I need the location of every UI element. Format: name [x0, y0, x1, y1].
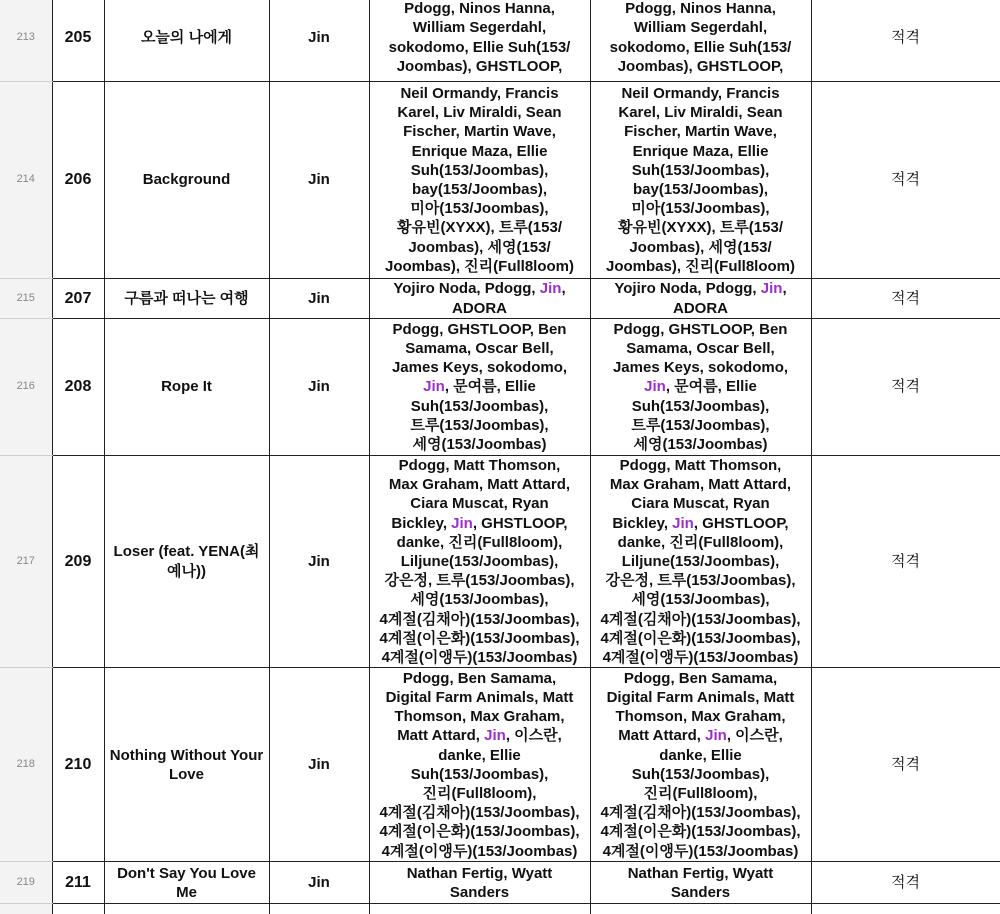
highlighted-artist-name: Jin	[760, 280, 783, 298]
composer-credits	[590, 279, 811, 319]
song-title: Nothing Without Your Love	[104, 668, 269, 862]
credit-line: Enrique Maza, Ellie	[632, 142, 769, 160]
lyricist-credits	[369, 319, 590, 456]
credit-line: 강은정, 트루(153/Joombas),	[605, 572, 796, 590]
credit-line: 세영(153/Joombas),	[631, 591, 770, 609]
credit-line: 진리(Full8loom),	[643, 784, 758, 802]
credit-line: Fischer, Martin Wave,	[403, 123, 556, 141]
row-number: 213	[0, 0, 52, 82]
highlighted-artist-name: Jin	[539, 280, 562, 298]
artist: Jin	[269, 862, 369, 904]
credit-line: Neil Ormandy, Francis	[621, 84, 780, 102]
song-title: Rope It	[104, 319, 269, 456]
credit-line: 4계절(이앵두)(153/Joombas)	[602, 842, 799, 860]
song-title: Don't Say You Love Me	[104, 862, 269, 904]
credit-line: Samama, Oscar Bell,	[626, 339, 775, 357]
song-number: 210	[52, 668, 104, 862]
credit-line: Sanders	[449, 883, 510, 901]
credit-line: Joombas), GHSTLOOP,	[617, 57, 784, 75]
song-title: Background	[104, 82, 269, 279]
credit-line: danke, 진리(Full8loom),	[617, 533, 784, 551]
credit-line: Samama, Oscar Bell,	[405, 339, 554, 357]
row-number: 217	[0, 456, 52, 668]
song-number: 209	[52, 456, 104, 668]
highlighted-artist-name: Jin	[705, 727, 727, 745]
credit-line: William Segerdahl,	[633, 19, 768, 37]
credit-line: Sanders	[670, 883, 731, 901]
credit-line: 4계절(김채아)(153/Joombas),	[600, 804, 801, 822]
credit-line: 4계절(이은화)(153/Joombas),	[379, 629, 580, 647]
table-row	[0, 0, 1000, 82]
credit-line: Pdogg, GHSTLOOP, Ben	[613, 320, 788, 338]
credit-line: Thomson, Max Graham,	[394, 708, 565, 726]
credit-line: Karel, Liv Miraldi, Sean	[618, 104, 783, 122]
credit-line: Suh(153/Joombas),	[410, 161, 549, 179]
row-number: 216	[0, 319, 52, 456]
composer-credits	[590, 319, 811, 456]
highlighted-artist-name: Jin	[484, 727, 506, 745]
eligibility-status: 적격	[811, 82, 1000, 279]
composer-credits	[590, 456, 811, 668]
artist: Jin	[269, 668, 369, 862]
row-number: 214	[0, 82, 52, 279]
credit-line: Matt Attard, Jin, 이스란,	[618, 727, 783, 745]
credit-line: 황유빈(XYXX), 트루(153/	[397, 219, 562, 237]
credit-line: 4계절(이은화)(153/Joombas),	[600, 823, 801, 841]
credit-line: Suh(153/Joombas),	[631, 397, 770, 415]
song-number: 206	[52, 82, 104, 279]
credit-line: 4계절(이앵두)(153/Joombas)	[381, 842, 578, 860]
credit-line: Max Graham, Matt Attard,	[388, 476, 571, 494]
credit-line: ADORA	[452, 299, 507, 317]
credit-line: Pdogg, Ninos Hanna,	[404, 0, 555, 18]
credit-line: Suh(153/Joombas),	[631, 161, 770, 179]
row-number: 215	[0, 279, 52, 319]
highlighted-artist-name: Jin	[644, 378, 666, 396]
credit-line: Neil Ormandy, Francis	[400, 84, 559, 102]
composer-credits	[590, 862, 811, 904]
highlighted-artist-name: Jin	[423, 378, 445, 396]
lyricist-credits	[369, 456, 590, 668]
credit-line: 4계절(김채아)(153/Joombas),	[379, 610, 580, 628]
table-row	[0, 279, 1000, 319]
credit-line: Ciara Muscat, Ryan	[631, 495, 770, 513]
song-number: 207	[52, 279, 104, 319]
artist: Jin	[269, 319, 369, 456]
credit-line: sokodomo, Ellie Suh(153/	[388, 38, 571, 56]
credit-line: 세영(153/Joombas)	[633, 436, 768, 453]
credit-line: Ciara Muscat, Ryan	[410, 495, 549, 513]
eligibility-status: 적격	[811, 0, 1000, 82]
credit-line: bay(153/Joombas),	[632, 181, 769, 198]
highlighted-artist-name: Jin	[672, 514, 694, 532]
credit-line: 4계절(김채아)(153/Joombas),	[600, 610, 801, 628]
credit-line: bay(153/Joombas),	[411, 181, 548, 198]
song-number: 208	[52, 319, 104, 456]
credit-line: Pdogg, GHSTLOOP, Ben	[392, 320, 567, 338]
eligibility-status: 적격	[811, 862, 1000, 904]
credit-line: Digital Farm Animals, Matt	[385, 688, 574, 706]
credit-line: 강은정, 트루(153/Joombas),	[384, 572, 575, 590]
lyricist-credits	[369, 0, 590, 82]
credit-line: 트루(153/Joombas),	[410, 416, 549, 434]
credit-line: Max Graham, Matt Attard,	[609, 476, 792, 494]
credit-line: Fischer, Martin Wave,	[624, 123, 777, 141]
credit-line: Joombas), 진리(Full8loom)	[385, 257, 574, 275]
composer-credits	[590, 668, 811, 862]
credit-line: Pdogg, Matt Thomson,	[398, 457, 561, 474]
credit-line: Thomson, Max Graham,	[615, 708, 786, 726]
credit-line: 4계절(이앵두)(153/Joombas)	[602, 649, 799, 667]
credit-line: Bickley, Jin, GHSTLOOP,	[391, 514, 568, 532]
credit-line: 진리(Full8loom),	[422, 784, 537, 802]
credit-line: Digital Farm Animals, Matt	[606, 688, 795, 706]
credit-line: Liljune(153/Joombas),	[621, 553, 780, 571]
credit-line: 4계절(이은화)(153/Joombas),	[600, 629, 801, 647]
credit-line: Joombas), 세영(153/	[629, 238, 772, 256]
song-number: 205	[52, 0, 104, 82]
credit-line: danke, 진리(Full8loom),	[396, 533, 563, 551]
credit-line: Jin, 문여름, Ellie	[423, 378, 536, 396]
table-row	[0, 82, 1000, 279]
credit-line: Liljune(153/Joombas),	[400, 553, 559, 571]
credit-line: 미아(153/Joombas),	[410, 200, 549, 218]
credit-line: Suh(153/Joombas),	[631, 765, 770, 783]
table-row	[0, 862, 1000, 904]
credit-line: 트루(153/Joombas),	[631, 416, 770, 434]
credit-line: Nathan Fertig, Wyatt	[406, 864, 553, 882]
eligibility-status: 적격	[811, 279, 1000, 319]
credit-line: Nathan Fertig, Wyatt	[627, 864, 774, 882]
credit-line: Joombas), 세영(153/	[408, 238, 551, 256]
credit-line: William Segerdahl,	[412, 19, 547, 37]
credit-line: Bickley, Jin, GHSTLOOP,	[612, 514, 789, 532]
composer-credits	[590, 0, 811, 82]
credit-line: 세영(153/Joombas)	[412, 436, 547, 453]
credit-line: 4계절(이앵두)(153/Joombas)	[381, 649, 578, 667]
credit-line: Pdogg, Ben Samama,	[402, 669, 557, 687]
credit-line: Yojiro Noda, Pdogg, Jin,	[614, 280, 787, 298]
credit-line: James Keys, sokodomo,	[391, 359, 568, 377]
artist: Jin	[269, 456, 369, 668]
lyricist-credits	[369, 82, 590, 279]
highlighted-artist-name: Jin	[451, 514, 473, 532]
song-title: 구름과 떠나는 여행	[104, 279, 269, 319]
credit-line: danke, Ellie	[659, 746, 742, 764]
eligibility-status: 적격	[811, 668, 1000, 862]
credit-line: sokodomo, Ellie Suh(153/	[609, 38, 792, 56]
lyricist-credits	[369, 668, 590, 862]
row-number: 218	[0, 668, 52, 862]
credit-line: Jin, 문여름, Ellie	[644, 378, 757, 396]
credit-line: James Keys, sokodomo,	[612, 359, 789, 377]
table-row	[0, 456, 1000, 668]
row-number: 219	[0, 862, 52, 904]
credit-line: 미아(153/Joombas),	[631, 200, 770, 218]
credit-line: danke, Ellie	[438, 746, 521, 764]
credit-line: Pdogg, Ninos Hanna,	[625, 0, 776, 18]
credit-line: Pdogg, Ben Samama,	[623, 669, 778, 687]
credit-line: Matt Attard, Jin, 이스란,	[397, 727, 562, 745]
credit-line: 4계절(이은화)(153/Joombas),	[379, 823, 580, 841]
credit-line: Joombas), GHSTLOOP,	[396, 57, 563, 75]
table-row	[0, 319, 1000, 456]
credit-line: Suh(153/Joombas),	[410, 397, 549, 415]
credit-line: 4계절(김채아)(153/Joombas),	[379, 804, 580, 822]
song-title: Loser (feat. YENA(최예나))	[104, 456, 269, 668]
lyricist-credits	[369, 279, 590, 319]
credit-line: Enrique Maza, Ellie	[411, 142, 548, 160]
credit-line: 황유빈(XYXX), 트루(153/	[618, 219, 783, 237]
song-title: 오늘의 나에게	[104, 0, 269, 82]
artist: Jin	[269, 279, 369, 319]
eligibility-status: 적격	[811, 319, 1000, 456]
credit-line: 세영(153/Joombas),	[410, 591, 549, 609]
lyricist-credits	[369, 862, 590, 904]
credit-line: Suh(153/Joombas),	[410, 765, 549, 783]
composer-credits	[590, 82, 811, 279]
table-row	[0, 668, 1000, 862]
eligibility-status: 적격	[811, 456, 1000, 668]
credit-line: ADORA	[673, 299, 728, 317]
credit-line: Yojiro Noda, Pdogg, Jin,	[393, 280, 566, 298]
artist: Jin	[269, 0, 369, 82]
credit-line: Karel, Liv Miraldi, Sean	[397, 104, 562, 122]
credit-line: Pdogg, Matt Thomson,	[619, 457, 782, 474]
artist: Jin	[269, 82, 369, 279]
credit-line: Joombas), 진리(Full8loom)	[606, 257, 795, 275]
song-number: 211	[52, 862, 104, 904]
